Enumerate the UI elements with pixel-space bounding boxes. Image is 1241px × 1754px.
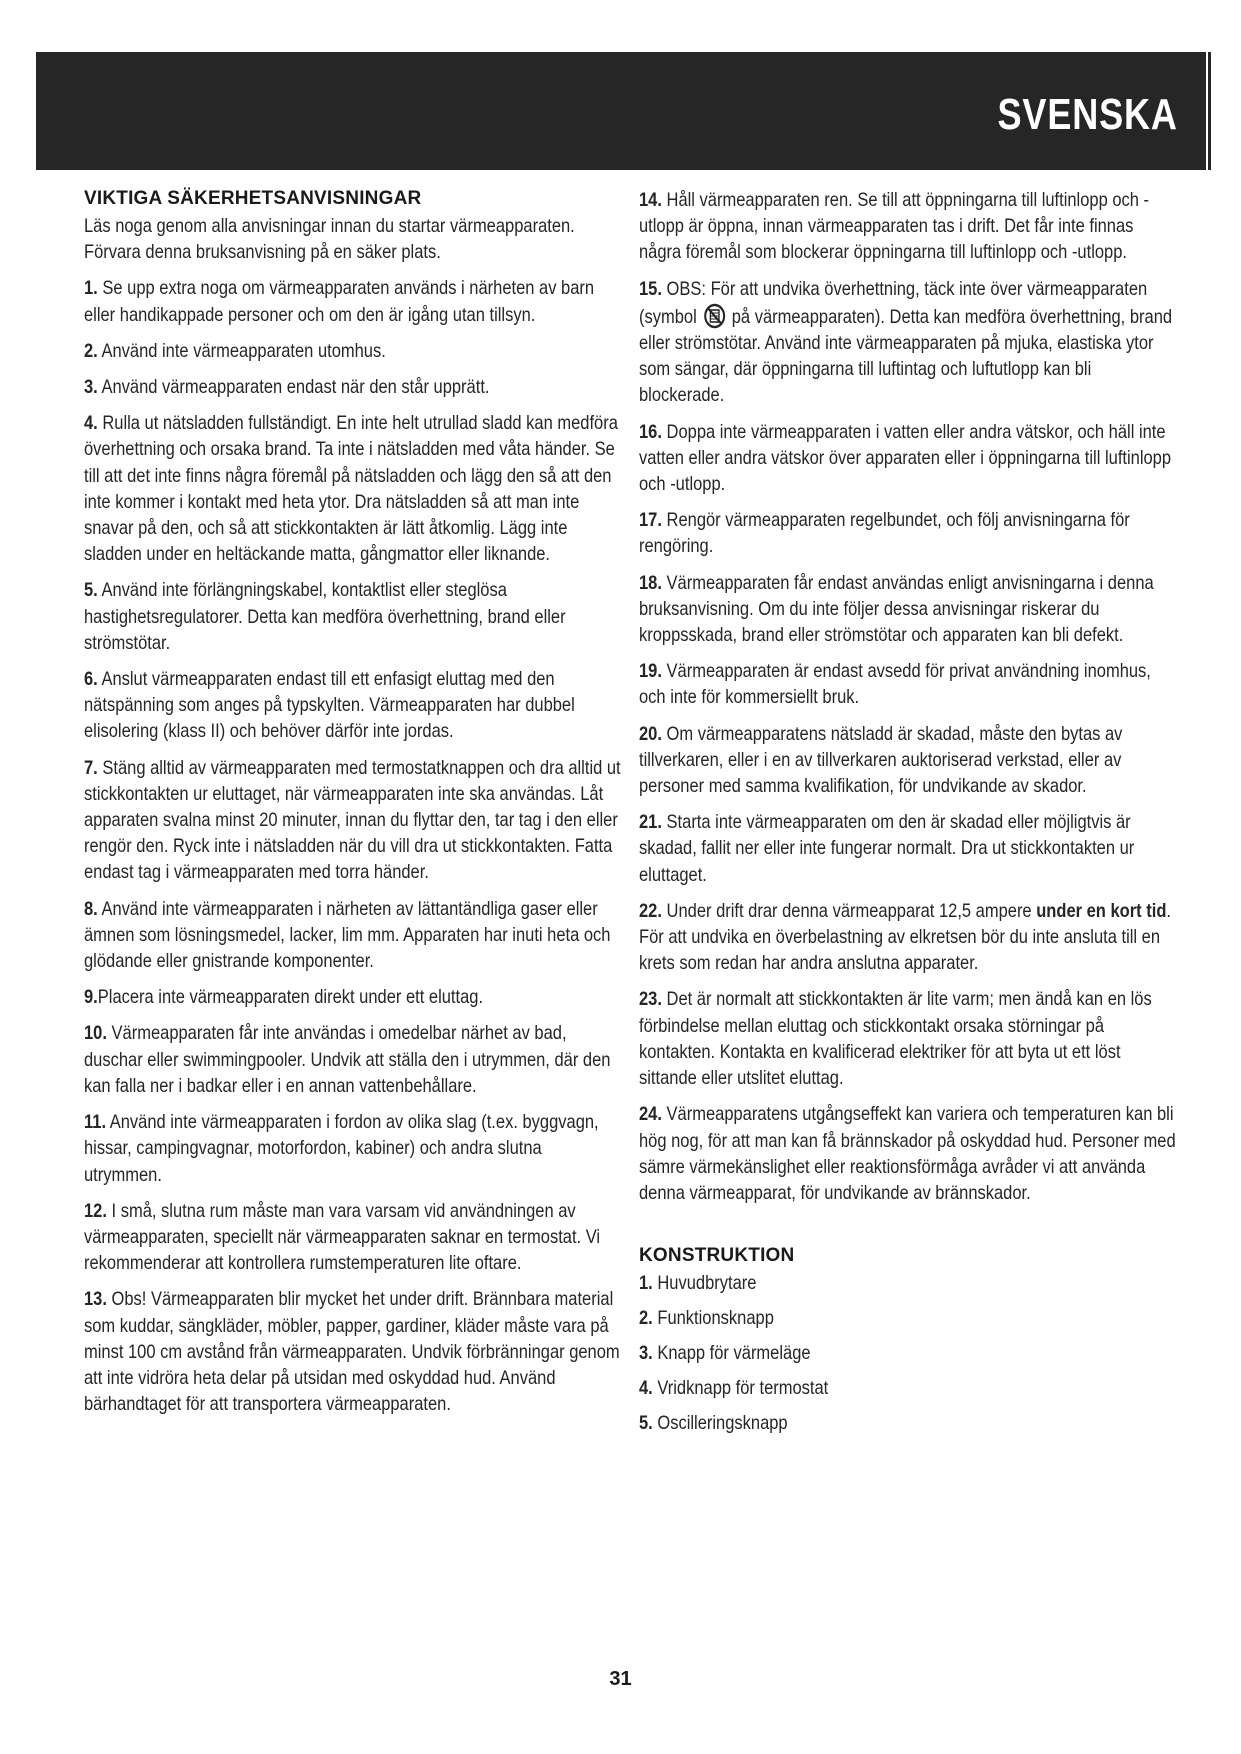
safety-item-22: 22. Under drift drar denna värmeapparat 12,5 ampere under en kort tid. För att undvika en överbelastning av elkretsen bör du inte ansluta till en krets som redan har andra anslutna apparater. bbox=[639, 900, 1171, 975]
construction-item-1: 1. Huvudbrytare bbox=[639, 1273, 757, 1295]
safety-item-14: 14. Håll värmeapparaten ren. Se till att öppningarna till luftinlopp och -utlopp är öppna, innan värmeapparaten tas i drift. Det får inte finnas några föremål som blockerar öppningarna till luftinlopp och -utlopp. bbox=[639, 190, 1150, 264]
safety-item-10: 10. Värmeapparaten får inte användas i omedelbar närhet av bad, duschar eller swimmingpooler. Undvik att ställa den i utrymmen, där den kan falla ner i badkar eller i en annan vattenbehållare. bbox=[84, 1023, 611, 1097]
construction-item-2: 2. Funktionsknapp bbox=[639, 1308, 774, 1330]
safety-item-5: 5. Använd inte förlängningskabel, kontaktlist eller steglösa hastighetsregulatorer. Detta kan medföra överhettning, brand eller strömstötar. bbox=[84, 580, 566, 654]
safety-item-9: 9.Placera inte värmeapparaten direkt under ett eluttag. bbox=[84, 987, 484, 1009]
right-column bbox=[639, 188, 1179, 1446]
safety-item-23: 23. Det är normalt att stickkontakten är lite varm; men ändå kan en lös förbindelse mellan eluttag och stickkontakt orsaka störningar på kontakten. Kontakta en kvalificerad elektriker för att byta ut ett löst sittande eller utslitet eluttag. bbox=[639, 989, 1152, 1090]
safety-item-4: 4. Rulla ut nätsladden fullständigt. En inte helt utrullad sladd kan medföra överhettning och orsaka brand. Ta inte i nätsladden med våta händer. Se till att det inte finns några föremål på nätsladden och lägg den så att den inte kommer i kontakt med heta ytor. Dra nätsladden så att man inte snavar på den, och så att stickkontakten är lätt åtkomlig. Lägg inte sladden under en heltäckande matta, gångmattor eller liknande. bbox=[84, 413, 618, 566]
safety-intro: Läs noga genom alla anvisningar innan du startar värmeapparaten. Förvara denna bruksanvisning på en säker plats. bbox=[84, 216, 575, 264]
safety-item-7: 7. Stäng alltid av värmeapparaten med termostatknappen och dra alltid ut stickkontakten ur eluttaget, när värmeapparaten inte ska användas. Låt apparaten svalna minst 20 minuter, innan du flyttar den, tar tag i den eller rengör den. Ryck inte i nätsladden när du vill dra ut stickkontakten. Fatta endast tag i värmeapparaten med torra händer. bbox=[84, 757, 621, 884]
do-not-cover-icon bbox=[703, 303, 725, 329]
language-title: SVENSKA bbox=[997, 90, 1178, 139]
safety-item-12: 12. I små, slutna rum måste man vara varsam vid användningen av värmeapparaten, speciellt när värmeapparaten saknar en termostat. Vi rekommenderar att kontrollera rumstemperaturen lite oftare. bbox=[84, 1200, 601, 1275]
safety-item-6: 6. Anslut värmeapparaten endast till ett enfasigt eluttag med den nätspänning som anges på typskylten. Värmeapparaten har dubbel elisolering (klass II) och behöver därför inte jordas. bbox=[84, 669, 575, 743]
safety-item-16: 16. Doppa inte värmeapparaten i vatten eller andra vätskor, och häll inte vatten eller andra vätskor över apparaten eller i öppningarna till luftinlopp och -utlopp. bbox=[639, 421, 1172, 496]
left-column bbox=[84, 188, 624, 1428]
safety-item-18: 18. Värmeapparaten får endast användas enligt anvisningarna i denna bruksanvisning. Om du inte följer dessa anvisningar riskerar du kroppsskada, brand eller strömstötar och apparaten kan bli defekt. bbox=[639, 572, 1154, 647]
safety-item-20: 20. Om värmeapparatens nätsladd är skadad, måste den bytas av tillverkaren, eller i en av tillverkaren auktoriserad verkstad, eller av personer med samma kvalifikation, för undvikande av skador. bbox=[639, 723, 1123, 798]
safety-item-24: 24. Värmeapparatens utgångseffekt kan variera och temperaturen kan bli hög nog, för att man kan få brännskador på oskyddad hud. Personer med sämre värmekänslighet eller reaktionsförmåga avråder vi att använda denna värmeapparat, för undvikande av brännskador. bbox=[639, 1104, 1176, 1204]
safety-item-3: 3. Använd värmeapparaten endast när den står upprätt. bbox=[84, 377, 490, 399]
safety-item-1: 1. Se upp extra noga om värmeapparaten används i närheten av barn eller handikappade personer och om den är igång utan tillsyn. bbox=[84, 278, 595, 326]
safety-item-2: 2. Använd inte värmeapparaten utomhus. bbox=[84, 340, 386, 362]
safety-item-19: 19. Värmeapparaten är endast avsedd för privat användning inomhus, och inte för kommersiellt bruk. bbox=[639, 661, 1151, 709]
safety-item-17: 17. Rengör värmeapparaten regelbundet, och följ anvisningarna för rengöring. bbox=[639, 510, 1130, 558]
header-band bbox=[36, 52, 1206, 170]
safety-heading: VIKTIGA SÄKERHETSANVISNINGAR bbox=[84, 188, 422, 209]
page-number: 31 bbox=[609, 1668, 632, 1690]
construction-heading: KONSTRUKTION bbox=[639, 1245, 795, 1267]
construction-item-4: 4. Vridknapp för termostat bbox=[639, 1378, 829, 1400]
safety-item-8: 8. Använd inte värmeapparaten i närheten av lättantändliga gaser eller ämnen som lösningsmedel, lacker, lim mm. Apparaten har inuti heta och glödande eller gnistrande komponenter. bbox=[84, 898, 611, 973]
safety-item-13: 13. Obs! Värmeapparaten blir mycket het under drift. Brännbara material som kuddar, sängkläder, möbler, papper, gardiner, kläder måste vara på minst 100 cm avstånd från värmeapparaten. Undvik förbränningar genom att inte vidröra heta delar på utsidan med oskyddad hud. Använd bärhandtaget för att transportera värmeapparaten. bbox=[84, 1289, 620, 1416]
safety-item-21: 21. Starta inte värmeapparaten om den är skadad eller möjligtvis är skadad, fallit ner eller inte fungerar normalt. Dra ut stickkontakten ur eluttaget. bbox=[639, 812, 1135, 886]
safety-item-11: 11. Använd inte värmeapparaten i fordon av olika slag (t.ex. byggvagn, hissar, campingvagnar, motorfordon, kabiner) och andra slutna utrymmen. bbox=[84, 1112, 599, 1186]
construction-item-3: 3. Knapp för värmeläge bbox=[639, 1343, 811, 1365]
construction-item-5: 5. Oscilleringsknapp bbox=[639, 1413, 788, 1435]
safety-item-15: 15. OBS: För att undvika överhettning, täck inte över värmeapparaten (symbol på värmeapparaten). Detta kan medföra överhettning, brand eller strömstötar. Använd inte värmeapparaten på mjuka, elastiska ytor som sängar, där öppningarna till luftintag och luftutlopp kan bli blockerade. bbox=[639, 278, 1173, 407]
